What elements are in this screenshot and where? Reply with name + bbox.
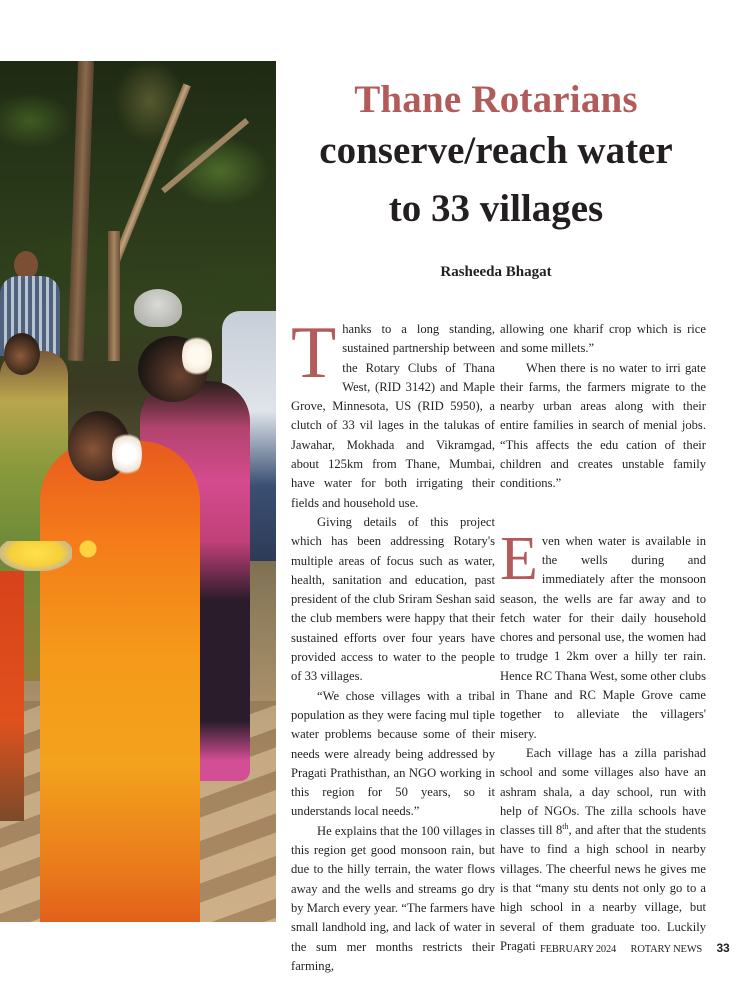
page-footer [540,941,729,955]
paragraph: When there is no water to irri gate their farms, the farmers migrate to the nearby urban areas along with their entire families in search of menial jobs. “This affects the edu cation of their children and creates unstable family conditions.” [500,360,706,491]
headline-line-2: conserve/reach water [319,129,673,172]
article-column-right [500,320,706,956]
superscript: th [562,821,569,831]
photo-person [14,251,38,279]
paragraph [291,312,495,513]
photo-person [134,289,182,327]
paragraph: He explains that the 100 villages in this region get good monsoon rain, but due to the hilly terrain, the water flows away and the wells and streams go dry by March every year. “The farmers have small landhold ing, and lack of water in the sum mer months restricts their farming, [291,823,495,973]
drop-cap: E [500,524,538,593]
footer-issue-date: FEBRUARY 2024 [540,944,617,955]
paragraph-text: hanks to a long standing, sustained partnership between the Rotary Clubs of Thana West, (RID 3142) and Maple Grove, Minnesota, US (RID 5950), a clutch of 33 vil lages in the talukas of Jawahar, Mokhada and Vikramgad, about 125km from Thane, Mumbai, have water for both irrigating their fields and household use. [291,322,495,510]
photo-flower-plate [0,541,72,571]
paragraph-text: ven when water is available in the wells during and immediately after the monsoon season, the wells are far away and to fetch water for their daily household chores and personal use, the women had to trudge 1 2km over a hilly ter rain. Hence RC Thana West, some other clubs in Thane and RC Maple Grove came together to alleviate the villagers' misery. [500,533,706,741]
photo-person [0,571,24,821]
drop-cap: T [291,312,337,394]
paragraph-text: Each village has a zilla parishad school and some villages also have an ashram shala, a day school, run with help of NGOs. The zilla schools have classes till 8 [500,745,706,838]
photo-person [4,333,40,375]
photo-person [40,441,200,922]
headline-line-1: Thane Rotarians [354,78,638,121]
paragraph: Giving details of this project which has been addressing Rotary's multiple areas of focus such as water, health, sanitation and education, past president of the club Sriram Seshan said the club members were happy that their sustained efforts over four years have provided access to water to the people of 33 villages. [291,514,495,684]
article-column-left [291,312,495,976]
photo-tree-trunk [108,231,120,361]
paragraph: allowing one kharif crop which is rice and some millets.” [500,322,706,356]
paragraph: “We chose villages with a tribal population as they were facing mul tiple water problems because some of their needs were already being addressed by Pragati Prathisthan, an NGO working in this region for 50 years, so it understands local needs.” [291,688,495,819]
photo-hair-flowers [182,333,212,379]
paragraph [500,524,706,744]
article-photo [0,61,276,922]
footer-publication: ROTARY NEWS [630,944,703,955]
paragraph [500,744,706,956]
byline: Rasheeda Bhagat [440,264,552,280]
headline-line-3: to 33 villages [388,187,604,230]
page-number: 33 [716,941,730,955]
article-headline [290,78,702,238]
photo-hair-flowers [112,429,142,479]
paragraph-text: , and after that the students have to find a high school in nearby villages. The cheerful news he gives me is that “many stu dents not only go to a high school in a nearby village, but several of them graduate too. Luckily Pragati [500,823,706,953]
